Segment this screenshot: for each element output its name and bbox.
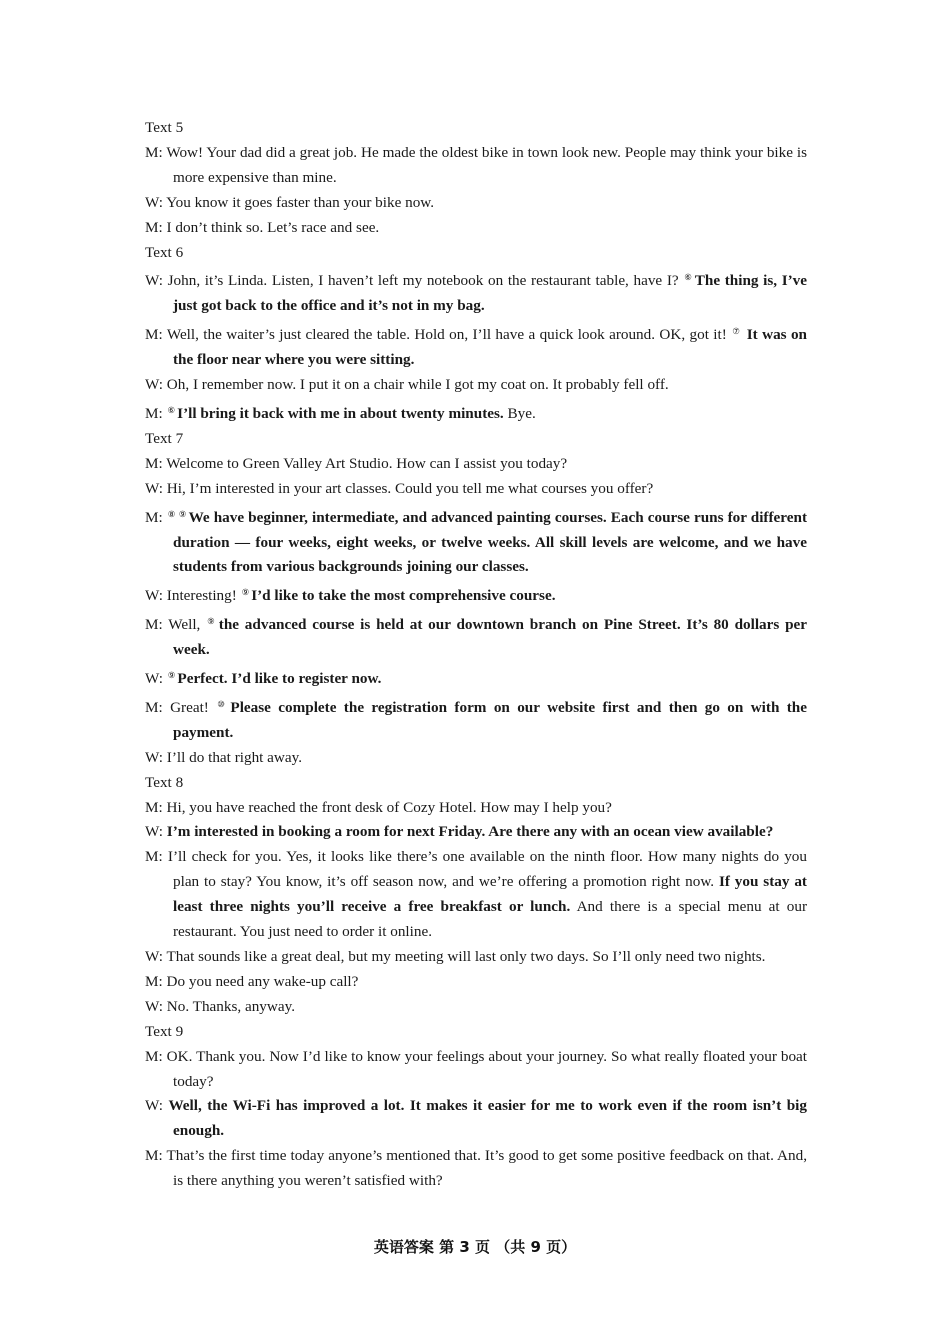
section-title: Text 7 [145, 429, 184, 447]
dialogue-line [145, 820, 807, 845]
dialogue-line [145, 319, 807, 373]
question-marker: ⑨ [167, 670, 176, 681]
dialogue-text: W: John, it’s Linda. Listen, I haven’t left my notebook on the restaurant table, have I? [145, 272, 684, 290]
dialogue-line [145, 945, 807, 970]
answer-key-text: I’m interested in booking a room for next Friday. Are there any with an ocean view available? [166, 823, 774, 841]
question-marker: ⑩ [217, 698, 229, 709]
answer-key-text: Perfect. I’d like to register now. [177, 670, 382, 688]
dialogue-line [145, 995, 807, 1020]
answer-key-text: It was on the floor near where you were sitting. [173, 326, 807, 369]
transcript-section [145, 116, 807, 241]
answer-key-text: We have beginner, intermediate, and advanced painting courses. Each course runs for different duration — four weeks, eight weeks, or twelve weeks. All skill levels are welcome, and we have students from various backgrounds joining our classes. [173, 508, 807, 576]
question-marker: ⑨ [207, 616, 217, 627]
dialogue-line [145, 477, 807, 502]
page-footer: 英语答案 第 3 页 （共 9 页） [373, 1238, 577, 1256]
dialogue-text: W: [145, 1097, 169, 1115]
dialogue-line [145, 1144, 807, 1194]
answer-key-text: I’d like to take the most comprehensive course. [251, 587, 556, 605]
dialogue-text: W: Oh, I remember now. I put it on a chair while I got my coat on. It probably fell off. [145, 376, 669, 394]
dialogue-text: W: [145, 670, 167, 688]
dialogue-line [145, 580, 807, 609]
answer-key-text: the advanced course is held at our downtown branch on Pine Street. It’s 80 dollars per week. [173, 616, 808, 659]
answer-document [145, 116, 807, 1194]
dialogue-text: W: Hi, I’m interested in your art classes. Could you tell me what courses you offer? [145, 479, 654, 497]
transcript-section [145, 771, 807, 1020]
dialogue-line [145, 216, 807, 241]
dialogue-line [145, 692, 807, 746]
dialogue-text: M: That’s the first time today anyone’s mentioned that. It’s good to get some positive feedback on that. And, is there anything you weren’t satisfied with? [145, 1147, 807, 1190]
dialogue-line [145, 845, 807, 945]
dialogue-text: M: Great! [145, 698, 217, 716]
dialogue-line [145, 141, 807, 191]
transcript-section [145, 1020, 807, 1194]
dialogue-line [145, 265, 807, 319]
dialogue-line [145, 191, 807, 216]
transcript-section [145, 241, 807, 427]
dialogue-line [145, 1045, 807, 1095]
dialogue-text: M: [145, 508, 167, 526]
transcript-section [145, 427, 807, 771]
dialogue-text: And there is a special menu at our restaurant. You just need to order it online. [173, 898, 808, 941]
dialogue-text: W: I’ll do that right away. [145, 748, 303, 766]
dialogue-text: M: Hi, you have reached the front desk of Cozy Hotel. How may I help you? [145, 798, 612, 816]
dialogue-line [145, 609, 807, 663]
dialogue-text: W: [145, 823, 167, 841]
dialogue-line [145, 1094, 807, 1144]
dialogue-text: M: Well, [145, 616, 207, 634]
dialogue-text: Bye. [503, 404, 536, 422]
dialogue-line [145, 970, 807, 995]
question-marker: ⑦ [732, 326, 741, 337]
dialogue-text: W: You know it goes faster than your bike now. [145, 193, 435, 211]
dialogue-text: M: OK. Thank you. Now I’d like to know your feelings about your journey. So what really floated your boat today? [145, 1047, 807, 1090]
answer-key-text: The thing is, I’ve just got back to the office and it’s not in my bag. [173, 272, 808, 315]
dialogue-text: M: Do you need any wake-up call? [145, 972, 359, 990]
section-title: Text 6 [145, 243, 184, 261]
dialogue-text: W: That sounds like a great deal, but my meeting will last only two days. So I’ll only need two nights. [145, 948, 766, 965]
dialogue-text: M: I don’t think so. Let’s race and see. [145, 218, 380, 236]
dialogue-text: M: Well, the waiter’s just cleared the table. Hold on, I’ll have a quick look around. OK, got it! [145, 326, 732, 344]
dialogue-text: M: Welcome to Green Valley Art Studio. How can I assist you today? [145, 454, 568, 472]
dialogue-text: W: Interesting! [145, 587, 241, 605]
dialogue-line [145, 373, 807, 398]
answer-key-text: If you stay at least three nights you’ll receive a free breakfast or lunch. [173, 873, 807, 916]
question-marker: ⑨ [241, 587, 250, 598]
section-title: Text 9 [145, 1022, 184, 1040]
question-marker: ⑨ [178, 508, 187, 519]
dialogue-text: M: Wow! Your dad did a great job. He made the oldest bike in town look new. People may think your bike is more expensive than mine. [145, 143, 807, 186]
question-marker: ⑥ [167, 404, 176, 415]
answer-key-text: Well, the Wi-Fi has improved a lot. It makes it easier for me to work even if the room isn’t big enough. [168, 1097, 807, 1140]
dialogue-text: W: No. Thanks, anyway. [145, 997, 296, 1015]
dialogue-line [145, 796, 807, 821]
section-title: Text 8 [145, 773, 184, 791]
dialogue-line [145, 502, 807, 581]
dialogue-text: M: [145, 404, 167, 422]
dialogue-text: M: I’ll check for you. Yes, it looks like there’s one available on the ninth floor. How many nights do you plan to stay? You know, it’s off season now, and we’re offering a promotion right now. [145, 848, 807, 891]
question-marker: ⑧ [167, 508, 176, 519]
dialogue-line [145, 398, 807, 427]
answer-key-text: Please complete the registration form on our website first and then go on with the payment. [173, 698, 807, 741]
dialogue-line [145, 663, 807, 692]
section-title: Text 5 [145, 119, 184, 136]
answer-key-text: I’ll bring it back with me in about twenty minutes. [177, 404, 504, 422]
dialogue-line [145, 452, 807, 477]
dialogue-line [145, 746, 807, 771]
question-marker: ⑥ [684, 272, 693, 283]
